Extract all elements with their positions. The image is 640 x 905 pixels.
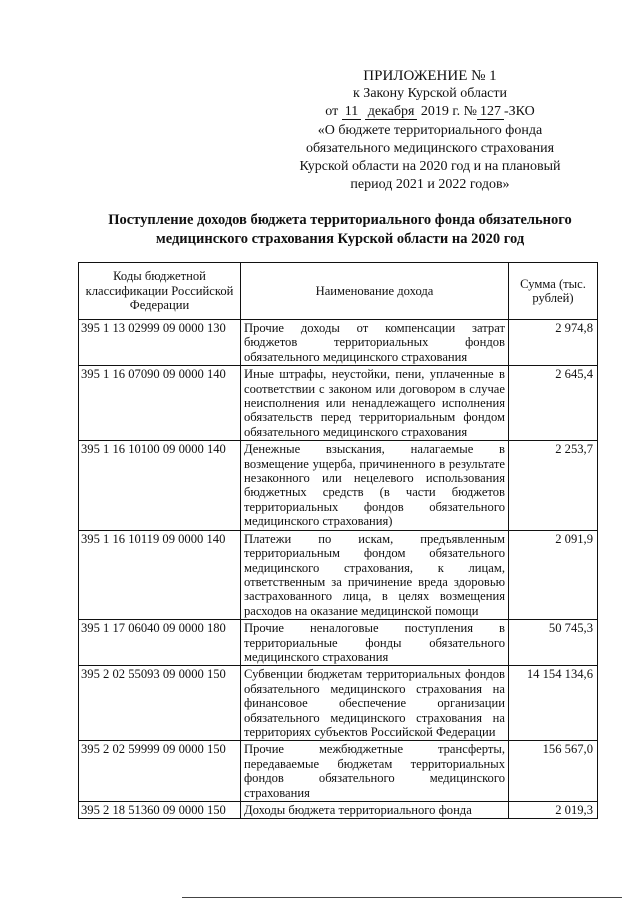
- row-code: 395 1 13 02999 09 0000 130: [79, 320, 241, 366]
- date-month: декабря: [365, 104, 418, 120]
- law-title-line-3: Курской области на 2020 год и на плановый: [299, 159, 561, 175]
- row-name: Доходы бюджета территориального фонда: [241, 802, 509, 819]
- row-sum: 2 019,3: [509, 802, 598, 819]
- table-row: [79, 320, 598, 366]
- row-code: 395 1 16 10119 09 0000 140: [79, 530, 241, 619]
- date-year: 2019 г. №: [420, 104, 477, 120]
- table-row: [79, 530, 598, 619]
- column-header-name: Наименование дохода: [241, 263, 509, 320]
- column-header-sum: Сумма (тыс. рублей): [509, 263, 598, 320]
- row-sum: 14 154 134,6: [509, 666, 598, 741]
- table-row: [79, 802, 598, 819]
- table-header-row: [79, 263, 598, 320]
- income-table: [78, 262, 598, 819]
- table-row: [79, 620, 598, 666]
- row-name: Прочие неналоговые поступления в территориальные фонды обязательного медицинского страхования: [241, 620, 509, 666]
- row-name: Прочие доходы от компенсации затрат бюджетов территориальных фондов обязательного медицинского страхования: [241, 320, 509, 366]
- row-name: Платежи по искам, предъявленным территориальным фондом обязательного медицинского страхования, к лицам, ответственным за причинение вреда здоровью застрахованного лица, в целях возмещения расходов на оказание медицинской помощи: [241, 530, 509, 619]
- table-row: [79, 441, 598, 530]
- page-bottom-divider: [182, 897, 622, 898]
- row-name: Иные штрафы, неустойки, пени, уплаченные в соответствии с законом или договором в случае неисполнения или ненадлежащего исполнения обязательств перед территориальным фондом обязательного медицинского страхования: [241, 366, 509, 441]
- table-row: [79, 666, 598, 741]
- row-code: 395 2 02 59999 09 0000 150: [79, 741, 241, 802]
- row-sum: 2 974,8: [509, 320, 598, 366]
- row-sum: 156 567,0: [509, 741, 598, 802]
- date-prefix: от: [325, 104, 339, 120]
- appendix-date-line: [280, 103, 580, 121]
- law-suffix: -ЗКО: [503, 104, 535, 120]
- document-heading: [70, 211, 610, 248]
- law-number: 127: [477, 104, 504, 120]
- heading-line-2: медицинского страхования Курской области на 2020 год: [155, 230, 525, 247]
- row-name: Прочие межбюджетные трансферты, передаваемые бюджетам территориальных фондов обязательного медицинского страхования: [241, 741, 509, 802]
- row-sum: 2 645,4: [509, 366, 598, 441]
- appendix-law-reference: к Закону Курской области: [353, 86, 507, 102]
- row-code: 395 1 16 10100 09 0000 140: [79, 441, 241, 530]
- table-row: [79, 366, 598, 441]
- row-code: 395 2 18 51360 09 0000 150: [79, 802, 241, 819]
- row-sum: 2 091,9: [509, 530, 598, 619]
- row-code: 395 2 02 55093 09 0000 150: [79, 666, 241, 741]
- law-title-line-1: «О бюджете территориального фонда: [317, 122, 543, 138]
- appendix-header: [280, 67, 580, 194]
- row-name: Субвенции бюджетам территориальных фондов обязательного медицинского страхования на финансовое обеспечение организации обязательного медицинского страхования на территориях субъектов Российской Федерации: [241, 666, 509, 741]
- column-header-code: Коды бюджетной классификации Российской Федерации: [79, 263, 241, 320]
- row-sum: 50 745,3: [509, 620, 598, 666]
- row-code: 395 1 17 06040 09 0000 180: [79, 620, 241, 666]
- law-title-line-2: обязательного медицинского страхования: [305, 140, 555, 156]
- appendix-title: ПРИЛОЖЕНИЕ № 1: [363, 68, 497, 84]
- heading-line-1: Поступление доходов бюджета территориального фонда обязательного: [108, 212, 572, 228]
- row-code: 395 1 16 07090 09 0000 140: [79, 366, 241, 441]
- table-row: [79, 741, 598, 802]
- row-name: Денежные взыскания, налагаемые в возмещение ущерба, причиненного в результате незаконного или нецелевого использования бюджетных средств (в части бюджетов территориальных фондов обязательного медицинского страхования): [241, 441, 509, 530]
- date-day: 11: [342, 104, 361, 120]
- row-sum: 2 253,7: [509, 441, 598, 530]
- law-title-line-4: период 2021 и 2022 годов»: [350, 177, 510, 193]
